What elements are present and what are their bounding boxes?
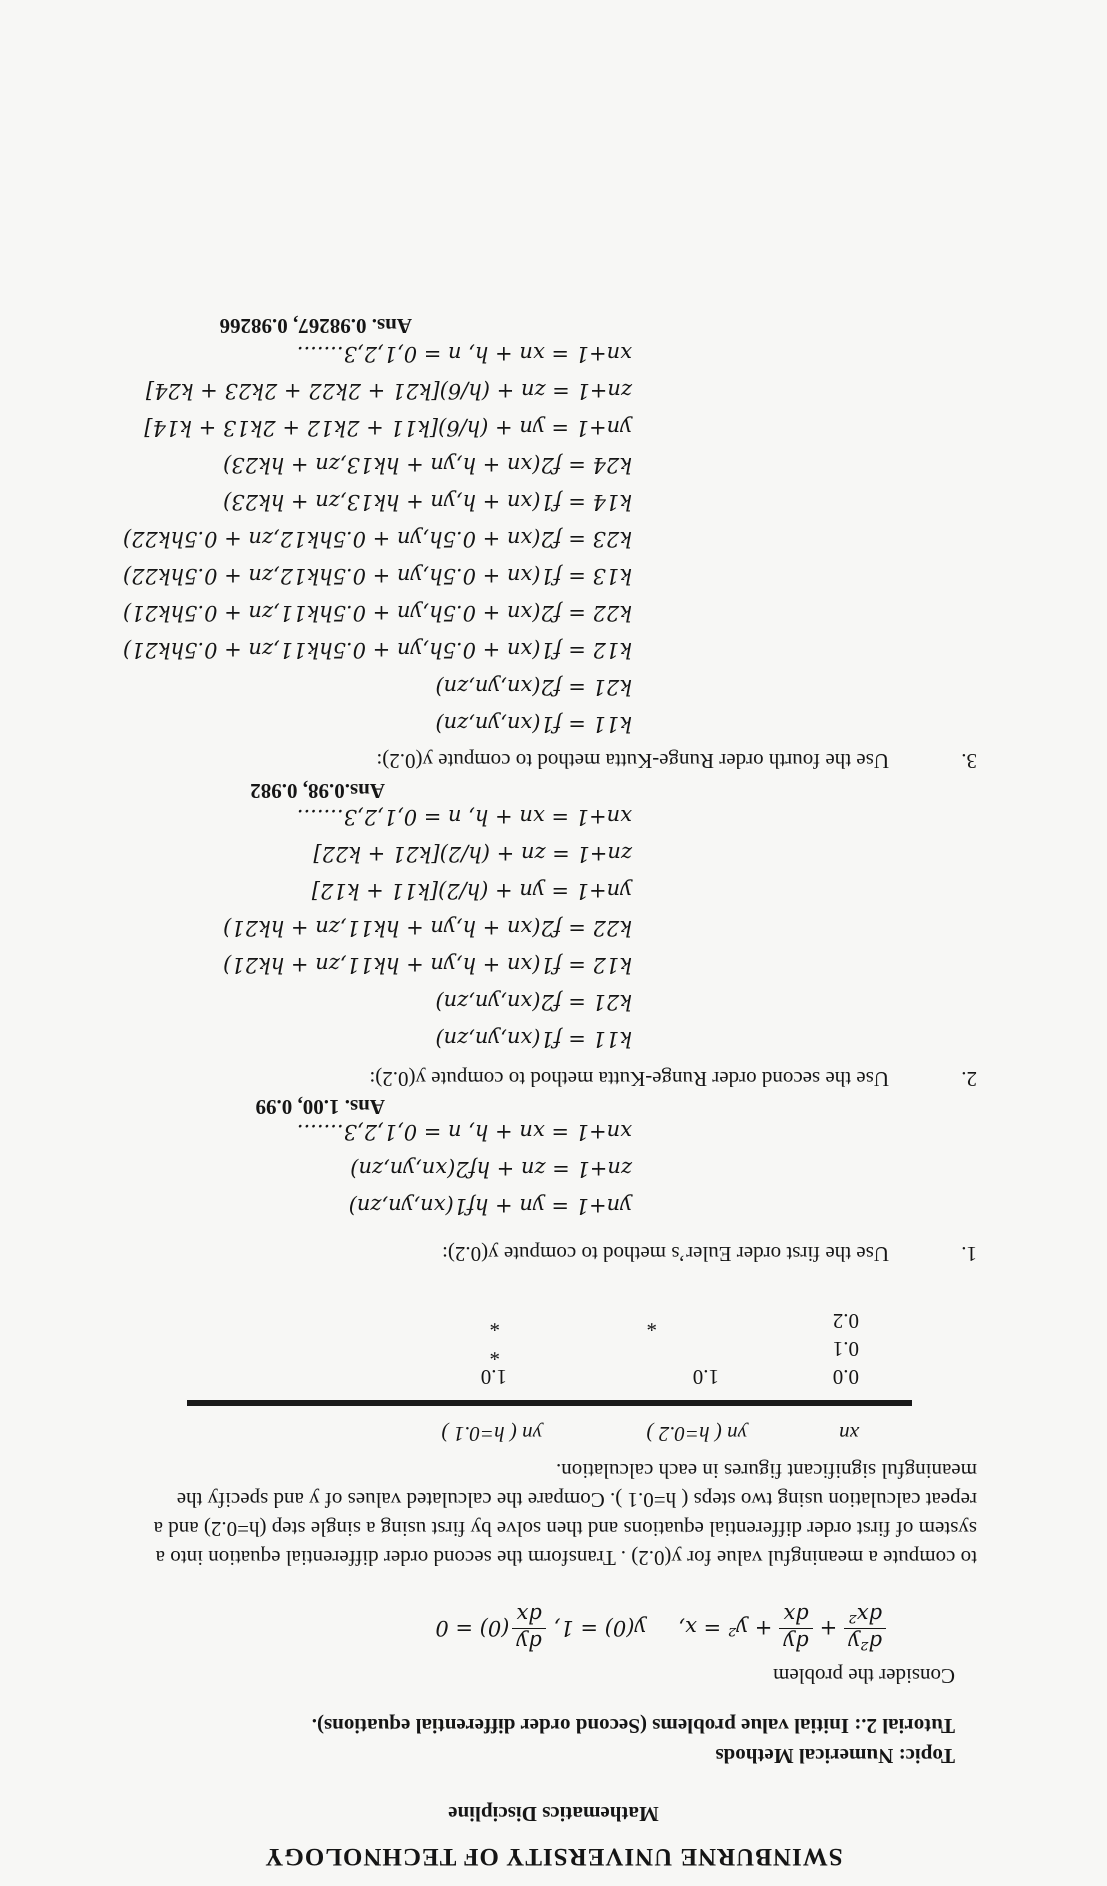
differential-equation: d²y dx² + dy dx + y² = x, y(0) = 1, dy dx (0) = 0 bbox=[435, 1603, 889, 1654]
discipline-subtitle: Mathematics Discipline bbox=[448, 1802, 659, 1826]
initial-derivative-fraction: dy dx bbox=[512, 1603, 545, 1654]
question-2-number: 2. bbox=[961, 1067, 977, 1091]
q3-formula: k24 = f2(xn + h,yn + hk13,zn + hk23) bbox=[223, 453, 632, 477]
q3-formula: yn+1 = yn + (h/6)[k11 + 2k12 + 2k13 + k14] bbox=[144, 416, 632, 440]
q3-formula: xn+1 = xn + h, n = 0,1,2,3....... bbox=[296, 342, 632, 366]
table-cell: 0.2 bbox=[832, 1309, 859, 1333]
description-line: to compute a meaningful value for y(0.2) . Transform the second order differential equation into a bbox=[155, 1546, 977, 1570]
table-cell: 0.1 bbox=[832, 1337, 859, 1361]
q1-answer: Ans. 1.00, 0.99 bbox=[255, 1095, 385, 1119]
q3-formula: k21 = f2(xn,yn,zn) bbox=[435, 675, 632, 699]
q2-formula: k11 = f1(xn,yn,zn) bbox=[435, 1027, 632, 1051]
description-line: system of first order differential equations and then solve by first using a single step (h=0.2) and a bbox=[153, 1517, 977, 1541]
problem-intro: Consider the problem bbox=[773, 1664, 955, 1688]
q2-formula: k21 = f2(xn,yn,zn) bbox=[435, 990, 632, 1014]
table-cell: * bbox=[489, 1312, 500, 1336]
university-title: SWINBURNE UNIVERSITY OF TECHNOLOGY bbox=[264, 1843, 843, 1870]
q3-formula: k14 = f1(xn + h,yn + hk13,zn + hk23) bbox=[223, 490, 632, 514]
table-header-h01: yn ( h=0.1 ) bbox=[441, 1422, 542, 1446]
question-2-text: Use the second order Runge-Kutta method to compute y(0.2): bbox=[369, 1067, 889, 1091]
question-3-number: 3. bbox=[961, 749, 977, 773]
table-rule bbox=[187, 1400, 912, 1406]
table-cell: * bbox=[646, 1312, 657, 1336]
question-1-text: Use the first order Euler’s method to compute y(0.2): bbox=[442, 1242, 889, 1266]
table-cell: * bbox=[489, 1341, 500, 1365]
table-cell: 1.0 bbox=[480, 1365, 507, 1389]
second-derivative-fraction: d²y dx² bbox=[844, 1603, 886, 1654]
table-cell: 1.0 bbox=[692, 1365, 719, 1389]
description-line: repeat calculation using two steps ( h=0.1 ). Compare the calculated values of y and specify the bbox=[176, 1488, 977, 1512]
q1-formula: zn+1 = zn + hf2(xn,yn,zn) bbox=[350, 1157, 632, 1181]
q3-answer: Ans. 0.98267, 0.98266 bbox=[219, 314, 412, 338]
q2-formula: yn+1 = yn + (h/2)[k11 + k12] bbox=[311, 879, 632, 903]
question-1-number: 1. bbox=[961, 1242, 977, 1266]
q3-formula: k22 = f2(xn + 0.5h,yn + 0.5hk11,zn + 0.5hk21) bbox=[122, 601, 632, 625]
table-header-h02: yn ( h=0.2 ) bbox=[646, 1422, 747, 1446]
q2-answer: Ans.0.98, 0.982 bbox=[250, 779, 385, 803]
tutorial-heading: Tutorial 2.: Initial value problems (Second order differential equations). bbox=[311, 1714, 955, 1738]
description-line: meaningful significant figures in each calculation. bbox=[555, 1459, 977, 1483]
table-header-xn: xn bbox=[839, 1422, 859, 1446]
q2-formula: zn+1 = zn + (h/2)[k21 + k22] bbox=[313, 842, 632, 866]
q3-formula: k23 = f2(xn + 0.5h,yn + 0.5hk12,zn + 0.5hk22) bbox=[122, 527, 632, 551]
q2-formula: k22 = f2(xn + h,yn + hk11,zn + hk21) bbox=[223, 916, 632, 940]
question-3-text: Use the fourth order Runge-Kutta method to compute y(0.2): bbox=[376, 749, 889, 773]
q1-formula: xn+1 = xn + h, n = 0,1,2,3....... bbox=[296, 1120, 632, 1144]
q2-formula: k12 = f1(xn + h,yn + hk11,zn + hk21) bbox=[223, 953, 632, 977]
q3-formula: k12 = f1(xn + 0.5h,yn + 0.5hk11,zn + 0.5hk21) bbox=[122, 638, 632, 662]
q1-formula: yn+1 = yn + hf1(xn,yn,zn) bbox=[348, 1194, 632, 1218]
problem-description bbox=[17, 1456, 977, 1572]
q3-formula: k11 = f1(xn,yn,zn) bbox=[435, 712, 632, 736]
first-derivative-fraction: dy dx bbox=[779, 1603, 812, 1654]
topic-heading: Topic: Numerical Methods bbox=[715, 1744, 955, 1768]
q3-formula: k13 = f1(xn + 0.5h,yn + 0.5hk12,zn + 0.5hk22) bbox=[122, 564, 632, 588]
q2-formula: xn+1 = xn + h, n = 0,1,2,3....... bbox=[296, 805, 632, 829]
table-cell: 0.0 bbox=[832, 1365, 859, 1389]
q3-formula: zn+1 = zn + (h/6)[k21 + 2k22 + 2k23 + k24] bbox=[145, 379, 632, 403]
